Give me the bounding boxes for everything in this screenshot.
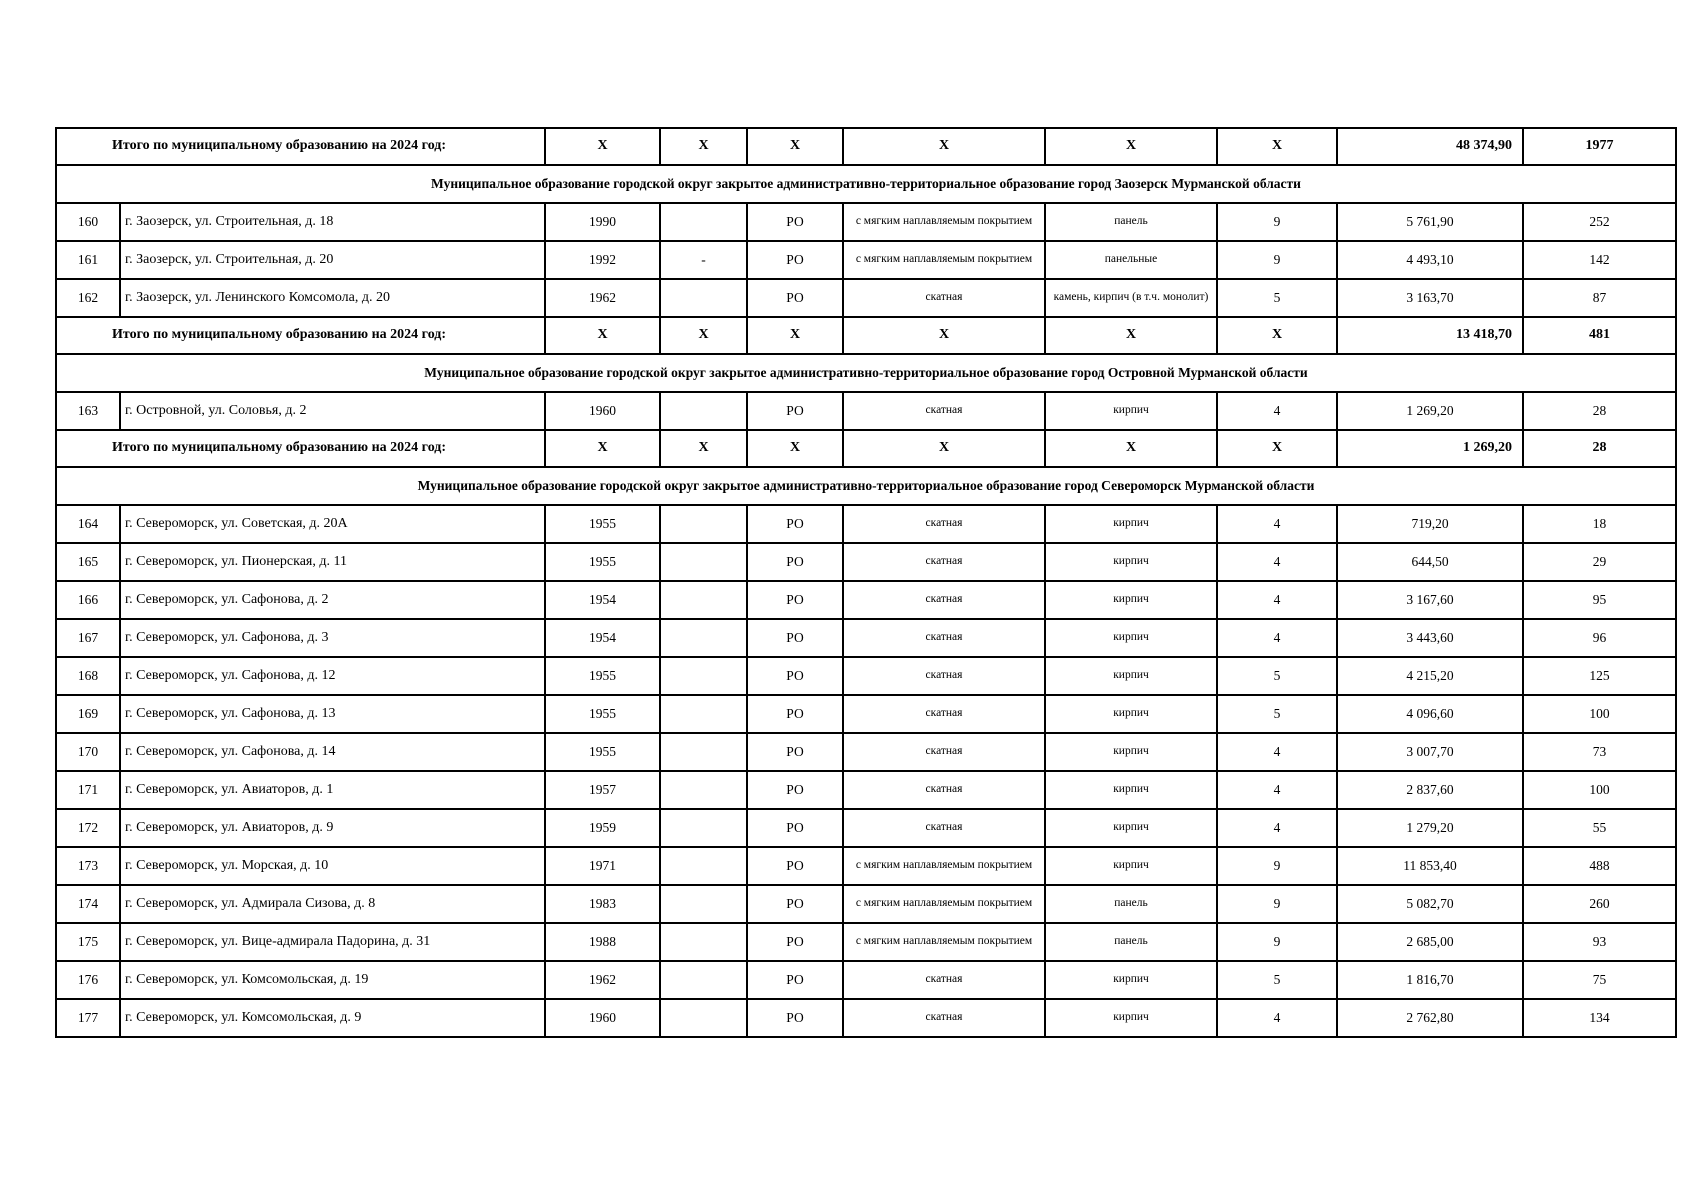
address-cell: г. Североморск, ул. Вице-адмирала Падорина, д. 31: [120, 923, 545, 961]
total-row: [56, 317, 1676, 354]
residents-cell: 488: [1523, 847, 1676, 885]
method-cell: РО: [747, 203, 843, 241]
row-number: 161: [56, 241, 120, 279]
x-mark: Х: [545, 128, 660, 165]
table-row: [56, 923, 1676, 961]
row-number: 173: [56, 847, 120, 885]
x-mark: Х: [843, 128, 1045, 165]
x-mark: Х: [747, 317, 843, 354]
x-mark: Х: [1045, 317, 1217, 354]
section-header-row: [56, 467, 1676, 505]
area-cell: 5 761,90: [1337, 203, 1523, 241]
area-cell: 2 685,00: [1337, 923, 1523, 961]
x-mark: Х: [1217, 128, 1337, 165]
residents-cell: 100: [1523, 695, 1676, 733]
walls-cell: панель: [1045, 885, 1217, 923]
walls-cell: кирпич: [1045, 392, 1217, 430]
walls-cell: кирпич: [1045, 809, 1217, 847]
table-row: [56, 241, 1676, 279]
table-row: [56, 543, 1676, 581]
roof-cell: скатная: [843, 279, 1045, 317]
roof-cell: с мягким наплавляемым покрытием: [843, 885, 1045, 923]
area-cell: 1 816,70: [1337, 961, 1523, 999]
year-cell: 1990: [545, 203, 660, 241]
address-cell: г. Североморск, ул. Сафонова, д. 3: [120, 619, 545, 657]
floors-cell: 4: [1217, 619, 1337, 657]
floors-cell: 9: [1217, 923, 1337, 961]
total-residents: 28: [1523, 430, 1676, 467]
address-cell: г. Североморск, ул. Авиаторов, д. 1: [120, 771, 545, 809]
method-cell: РО: [747, 771, 843, 809]
walls-cell: панель: [1045, 923, 1217, 961]
floors-cell: 9: [1217, 241, 1337, 279]
method-cell: РО: [747, 733, 843, 771]
extra-cell: [660, 695, 747, 733]
row-number: 168: [56, 657, 120, 695]
year-cell: 1954: [545, 619, 660, 657]
row-number: 177: [56, 999, 120, 1037]
x-mark: Х: [660, 317, 747, 354]
section-header-row: [56, 354, 1676, 392]
table-row: [56, 885, 1676, 923]
residents-cell: 260: [1523, 885, 1676, 923]
year-cell: 1955: [545, 695, 660, 733]
extra-cell: [660, 771, 747, 809]
area-cell: 3 167,60: [1337, 581, 1523, 619]
method-cell: РО: [747, 543, 843, 581]
extra-cell: [660, 923, 747, 961]
roof-cell: с мягким наплавляемым покрытием: [843, 241, 1045, 279]
extra-cell: [660, 809, 747, 847]
row-number: 171: [56, 771, 120, 809]
address-cell: г. Североморск, ул. Авиаторов, д. 9: [120, 809, 545, 847]
table-row: [56, 999, 1676, 1037]
x-mark: Х: [545, 317, 660, 354]
floors-cell: 4: [1217, 543, 1337, 581]
address-cell: г. Североморск, ул. Комсомольская, д. 19: [120, 961, 545, 999]
method-cell: РО: [747, 961, 843, 999]
year-cell: 1957: [545, 771, 660, 809]
floors-cell: 4: [1217, 505, 1337, 543]
total-residents: 1977: [1523, 128, 1676, 165]
method-cell: РО: [747, 923, 843, 961]
address-cell: г. Североморск, ул. Комсомольская, д. 9: [120, 999, 545, 1037]
floors-cell: 9: [1217, 847, 1337, 885]
extra-cell: [660, 279, 747, 317]
floors-cell: 5: [1217, 961, 1337, 999]
residents-cell: 73: [1523, 733, 1676, 771]
walls-cell: кирпич: [1045, 543, 1217, 581]
x-mark: Х: [660, 430, 747, 467]
address-cell: г. Североморск, ул. Сафонова, д. 14: [120, 733, 545, 771]
row-number: 174: [56, 885, 120, 923]
year-cell: 1992: [545, 241, 660, 279]
roof-cell: скатная: [843, 809, 1045, 847]
area-cell: 3 163,70: [1337, 279, 1523, 317]
walls-cell: кирпич: [1045, 581, 1217, 619]
total-residents: 481: [1523, 317, 1676, 354]
table-row: [56, 581, 1676, 619]
table-row: [56, 847, 1676, 885]
year-cell: 1960: [545, 392, 660, 430]
total-label: Итого по муниципальному образованию на 2024 год:: [56, 128, 545, 165]
extra-cell: [660, 505, 747, 543]
extra-cell: -: [660, 241, 747, 279]
section-title: Муниципальное образование городской округ закрытое административно-территориальное образование город Североморск Мурманской области: [56, 467, 1676, 505]
residents-cell: 29: [1523, 543, 1676, 581]
residents-cell: 18: [1523, 505, 1676, 543]
method-cell: РО: [747, 505, 843, 543]
floors-cell: 5: [1217, 657, 1337, 695]
row-number: 164: [56, 505, 120, 543]
year-cell: 1960: [545, 999, 660, 1037]
roof-cell: скатная: [843, 657, 1045, 695]
method-cell: РО: [747, 581, 843, 619]
address-cell: г. Заозерск, ул. Ленинского Комсомола, д. 20: [120, 279, 545, 317]
row-number: 169: [56, 695, 120, 733]
roof-cell: с мягким наплавляемым покрытием: [843, 923, 1045, 961]
extra-cell: [660, 203, 747, 241]
address-cell: г. Североморск, ул. Пионерская, д. 11: [120, 543, 545, 581]
total-label: Итого по муниципальному образованию на 2024 год:: [56, 317, 545, 354]
floors-cell: 4: [1217, 999, 1337, 1037]
walls-cell: кирпич: [1045, 619, 1217, 657]
roof-cell: скатная: [843, 961, 1045, 999]
walls-cell: панель: [1045, 203, 1217, 241]
walls-cell: кирпич: [1045, 961, 1217, 999]
extra-cell: [660, 999, 747, 1037]
section-title: Муниципальное образование городской округ закрытое административно-территориальное образование город Островной Мурманской области: [56, 354, 1676, 392]
year-cell: 1955: [545, 657, 660, 695]
floors-cell: 5: [1217, 279, 1337, 317]
total-label: Итого по муниципальному образованию на 2024 год:: [56, 430, 545, 467]
roof-cell: скатная: [843, 733, 1045, 771]
table-row: [56, 619, 1676, 657]
roof-cell: скатная: [843, 771, 1045, 809]
floors-cell: 9: [1217, 885, 1337, 923]
roof-cell: скатная: [843, 505, 1045, 543]
method-cell: РО: [747, 392, 843, 430]
address-cell: г. Североморск, ул. Сафонова, д. 13: [120, 695, 545, 733]
address-cell: г. Заозерск, ул. Строительная, д. 18: [120, 203, 545, 241]
residents-cell: 142: [1523, 241, 1676, 279]
x-mark: Х: [747, 430, 843, 467]
residents-cell: 28: [1523, 392, 1676, 430]
table-body: [56, 128, 1676, 1037]
total-row: [56, 128, 1676, 165]
total-area: 48 374,90: [1337, 128, 1523, 165]
roof-cell: скатная: [843, 619, 1045, 657]
floors-cell: 4: [1217, 392, 1337, 430]
walls-cell: панельные: [1045, 241, 1217, 279]
row-number: 165: [56, 543, 120, 581]
floors-cell: 4: [1217, 771, 1337, 809]
extra-cell: [660, 961, 747, 999]
x-mark: Х: [1045, 128, 1217, 165]
section-title: Муниципальное образование городской округ закрытое административно-территориальное образование город Заозерск Мурманской области: [56, 165, 1676, 203]
method-cell: РО: [747, 279, 843, 317]
walls-cell: кирпич: [1045, 733, 1217, 771]
row-number: 167: [56, 619, 120, 657]
walls-cell: кирпич: [1045, 505, 1217, 543]
table-row: [56, 279, 1676, 317]
area-cell: 4 215,20: [1337, 657, 1523, 695]
floors-cell: 5: [1217, 695, 1337, 733]
method-cell: РО: [747, 809, 843, 847]
table-row: [56, 695, 1676, 733]
residents-cell: 96: [1523, 619, 1676, 657]
address-cell: г. Североморск, ул. Советская, д. 20А: [120, 505, 545, 543]
table-row: [56, 771, 1676, 809]
year-cell: 1988: [545, 923, 660, 961]
row-number: 170: [56, 733, 120, 771]
housing-table: [55, 127, 1677, 1038]
area-cell: 2 837,60: [1337, 771, 1523, 809]
table-row: [56, 505, 1676, 543]
year-cell: 1962: [545, 279, 660, 317]
year-cell: 1955: [545, 733, 660, 771]
address-cell: г. Североморск, ул. Сафонова, д. 12: [120, 657, 545, 695]
roof-cell: скатная: [843, 581, 1045, 619]
extra-cell: [660, 543, 747, 581]
walls-cell: кирпич: [1045, 771, 1217, 809]
roof-cell: скатная: [843, 999, 1045, 1037]
row-number: 175: [56, 923, 120, 961]
method-cell: РО: [747, 241, 843, 279]
x-mark: Х: [545, 430, 660, 467]
floors-cell: 4: [1217, 733, 1337, 771]
total-area: 1 269,20: [1337, 430, 1523, 467]
area-cell: 3 007,70: [1337, 733, 1523, 771]
year-cell: 1983: [545, 885, 660, 923]
extra-cell: [660, 581, 747, 619]
walls-cell: камень, кирпич (в т.ч. монолит): [1045, 279, 1217, 317]
extra-cell: [660, 733, 747, 771]
residents-cell: 100: [1523, 771, 1676, 809]
row-number: 166: [56, 581, 120, 619]
year-cell: 1959: [545, 809, 660, 847]
x-mark: Х: [843, 317, 1045, 354]
year-cell: 1962: [545, 961, 660, 999]
area-cell: 2 762,80: [1337, 999, 1523, 1037]
area-cell: 5 082,70: [1337, 885, 1523, 923]
method-cell: РО: [747, 619, 843, 657]
x-mark: Х: [1217, 430, 1337, 467]
method-cell: РО: [747, 999, 843, 1037]
area-cell: 3 443,60: [1337, 619, 1523, 657]
floors-cell: 9: [1217, 203, 1337, 241]
floors-cell: 4: [1217, 809, 1337, 847]
area-cell: 644,50: [1337, 543, 1523, 581]
x-mark: Х: [843, 430, 1045, 467]
extra-cell: [660, 657, 747, 695]
row-number: 160: [56, 203, 120, 241]
address-cell: г. Североморск, ул. Сафонова, д. 2: [120, 581, 545, 619]
method-cell: РО: [747, 847, 843, 885]
row-number: 176: [56, 961, 120, 999]
method-cell: РО: [747, 885, 843, 923]
x-mark: Х: [747, 128, 843, 165]
residents-cell: 87: [1523, 279, 1676, 317]
year-cell: 1954: [545, 581, 660, 619]
x-mark: Х: [1217, 317, 1337, 354]
residents-cell: 134: [1523, 999, 1676, 1037]
table-row: [56, 392, 1676, 430]
table-row: [56, 809, 1676, 847]
floors-cell: 4: [1217, 581, 1337, 619]
residents-cell: 252: [1523, 203, 1676, 241]
roof-cell: скатная: [843, 695, 1045, 733]
extra-cell: [660, 847, 747, 885]
section-header-row: [56, 165, 1676, 203]
area-cell: 4 493,10: [1337, 241, 1523, 279]
residents-cell: 95: [1523, 581, 1676, 619]
residents-cell: 55: [1523, 809, 1676, 847]
residents-cell: 93: [1523, 923, 1676, 961]
x-mark: Х: [660, 128, 747, 165]
method-cell: РО: [747, 695, 843, 733]
roof-cell: с мягким наплавляемым покрытием: [843, 203, 1045, 241]
walls-cell: кирпич: [1045, 847, 1217, 885]
address-cell: г. Североморск, ул. Адмирала Сизова, д. 8: [120, 885, 545, 923]
table-row: [56, 961, 1676, 999]
address-cell: г. Заозерск, ул. Строительная, д. 20: [120, 241, 545, 279]
address-cell: г. Североморск, ул. Морская, д. 10: [120, 847, 545, 885]
address-cell: г. Островной, ул. Соловья, д. 2: [120, 392, 545, 430]
table-row: [56, 657, 1676, 695]
roof-cell: скатная: [843, 392, 1045, 430]
table-row: [56, 203, 1676, 241]
row-number: 163: [56, 392, 120, 430]
year-cell: 1955: [545, 505, 660, 543]
area-cell: 1 279,20: [1337, 809, 1523, 847]
total-area: 13 418,70: [1337, 317, 1523, 354]
roof-cell: скатная: [843, 543, 1045, 581]
extra-cell: [660, 392, 747, 430]
method-cell: РО: [747, 657, 843, 695]
walls-cell: кирпич: [1045, 999, 1217, 1037]
year-cell: 1971: [545, 847, 660, 885]
area-cell: 4 096,60: [1337, 695, 1523, 733]
row-number: 172: [56, 809, 120, 847]
extra-cell: [660, 885, 747, 923]
walls-cell: кирпич: [1045, 657, 1217, 695]
roof-cell: с мягким наплавляемым покрытием: [843, 847, 1045, 885]
row-number: 162: [56, 279, 120, 317]
residents-cell: 75: [1523, 961, 1676, 999]
walls-cell: кирпич: [1045, 695, 1217, 733]
area-cell: 719,20: [1337, 505, 1523, 543]
total-row: [56, 430, 1676, 467]
extra-cell: [660, 619, 747, 657]
area-cell: 11 853,40: [1337, 847, 1523, 885]
x-mark: Х: [1045, 430, 1217, 467]
area-cell: 1 269,20: [1337, 392, 1523, 430]
year-cell: 1955: [545, 543, 660, 581]
residents-cell: 125: [1523, 657, 1676, 695]
table-row: [56, 733, 1676, 771]
